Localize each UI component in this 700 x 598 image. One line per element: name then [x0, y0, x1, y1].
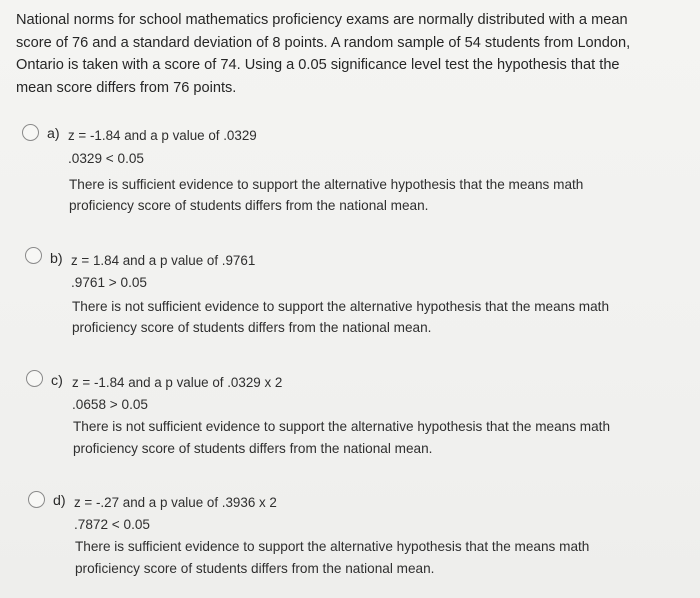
- option-letter: b): [50, 251, 63, 267]
- option-conclusion: proficiency score of students differs from the national mean.: [72, 320, 432, 335]
- option-letter: a): [47, 126, 60, 142]
- question-line: Ontario is taken with a score of 74. Using a 0.05 significance level test the hypothesis that the: [16, 57, 620, 74]
- option-comparison: .9761 > 0.05: [71, 275, 147, 290]
- radio-button-b[interactable]: [25, 247, 42, 264]
- option-letter: d): [53, 493, 66, 509]
- option-conclusion: proficiency score of students differs from the national mean.: [69, 198, 429, 213]
- radio-button-d[interactable]: [28, 491, 45, 508]
- option-conclusion: There is sufficient evidence to support the alternative hypothesis that the means math: [69, 177, 584, 192]
- option-result: z = 1.84 and a p value of .9761: [71, 253, 256, 268]
- option-conclusion: proficiency score of students differs from the national mean.: [73, 441, 433, 456]
- question-text: [16, 9, 631, 99]
- option-comparison: .7872 < 0.05: [74, 517, 150, 532]
- option-result: z = -.27 and a p value of .3936 x 2: [74, 495, 277, 510]
- radio-button-a[interactable]: [22, 124, 39, 141]
- option-conclusion: proficiency score of students differs from the national mean.: [75, 561, 435, 576]
- question-line: mean score differs from 76 points.: [16, 79, 237, 96]
- radio-button-c[interactable]: [26, 370, 43, 387]
- option-result: z = -1.84 and a p value of .0329: [68, 128, 257, 143]
- question-line: score of 76 and a standard deviation of 8 points. A random sample of 54 students from London,: [16, 34, 631, 51]
- option-conclusion: There is not sufficient evidence to support the alternative hypothesis that the means math: [73, 419, 611, 434]
- option-result: z = -1.84 and a p value of .0329 x 2: [72, 375, 283, 390]
- option-conclusion: There is sufficient evidence to support the alternative hypothesis that the means math: [75, 539, 590, 554]
- question-line: National norms for school mathematics proficiency exams are normally distributed with a mean: [16, 12, 628, 28]
- option-comparison: .0329 < 0.05: [68, 151, 144, 166]
- option-letter: c): [51, 373, 63, 389]
- option-comparison: .0658 > 0.05: [72, 397, 148, 412]
- option-conclusion: There is not sufficient evidence to support the alternative hypothesis that the means math: [72, 299, 610, 314]
